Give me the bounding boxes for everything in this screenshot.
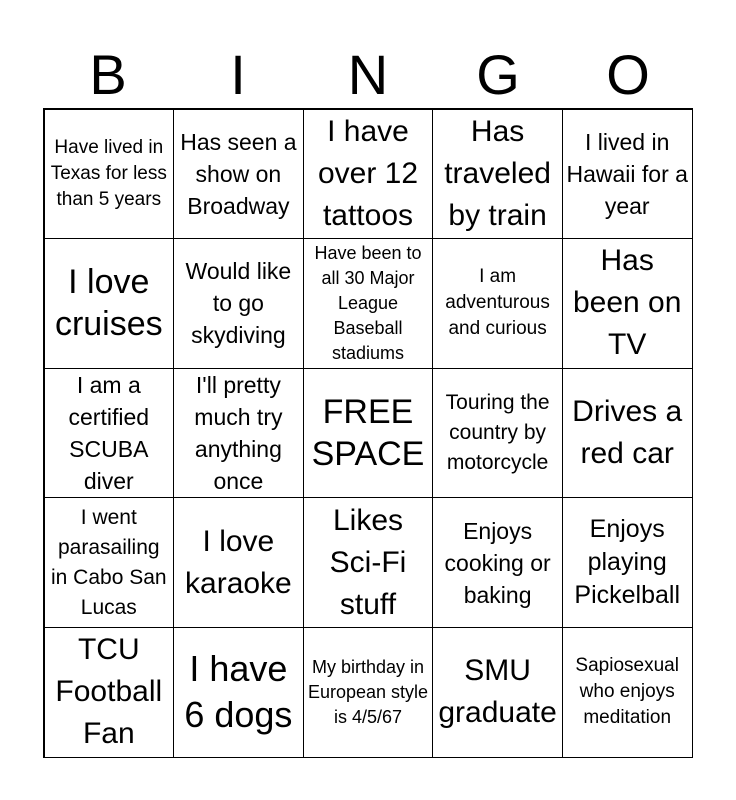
bingo-cell[interactable] bbox=[432, 627, 563, 758]
cell-text: Likes Sci-Fi stuff bbox=[329, 503, 407, 621]
cell-text: I have over 12 tattoos bbox=[317, 114, 419, 232]
bingo-cell[interactable] bbox=[303, 238, 434, 369]
bingo-cell[interactable] bbox=[562, 109, 693, 240]
cell-text: Sapiosexual who enjoys meditation bbox=[575, 655, 679, 729]
bingo-cell[interactable] bbox=[44, 497, 175, 628]
bingo-card-grid bbox=[43, 108, 693, 758]
cell-text: I am adventurous and curious bbox=[445, 266, 550, 340]
header-letter-b: B bbox=[89, 43, 127, 106]
bingo-cell[interactable] bbox=[432, 238, 563, 369]
cell-text: I'll pretty much try anything once bbox=[194, 372, 283, 494]
cell-text: Have lived in Texas for less than 5 years bbox=[50, 136, 167, 210]
bingo-cell[interactable] bbox=[303, 497, 434, 628]
cell-text: Enjoys playing Pickelball bbox=[574, 515, 680, 610]
cell-text: Has seen a show on Broadway bbox=[180, 128, 297, 219]
bingo-cell[interactable] bbox=[173, 238, 304, 369]
cell-text: Touring the country by motorcycle bbox=[445, 390, 550, 474]
header-letter-i: I bbox=[230, 43, 246, 106]
cell-text: I went parasailing in Cabo San Lucas bbox=[51, 505, 167, 619]
cell-text: I love cruises bbox=[54, 263, 163, 344]
cell-text: Has traveled by train bbox=[444, 114, 551, 232]
bingo-cell[interactable] bbox=[562, 497, 693, 628]
header-letter-n: N bbox=[347, 43, 389, 106]
cell-text: My birthday in European style is 4/5/67 bbox=[307, 656, 429, 727]
cell-text: Would like to go skydiving bbox=[185, 258, 292, 349]
bingo-cell[interactable] bbox=[303, 109, 434, 240]
bingo-cell[interactable] bbox=[173, 109, 304, 240]
cell-text: I love karaoke bbox=[185, 524, 292, 600]
cell-text: I have 6 dogs bbox=[184, 648, 293, 736]
cell-text: Has been on TV bbox=[572, 244, 682, 362]
bingo-cell[interactable] bbox=[173, 368, 304, 499]
header-letter-g: G bbox=[476, 43, 520, 106]
cell-text: SMU graduate bbox=[438, 654, 557, 730]
bingo-cell[interactable] bbox=[562, 627, 693, 758]
bingo-cell[interactable] bbox=[44, 109, 175, 240]
bingo-cell[interactable] bbox=[173, 497, 304, 628]
cell-text: Have been to all 30 Major League Baseball stadiums bbox=[314, 242, 422, 363]
bingo-cell[interactable] bbox=[303, 627, 434, 758]
cell-text: I lived in Hawaii for a year bbox=[566, 128, 688, 219]
bingo-cell[interactable] bbox=[432, 109, 563, 240]
cell-text: Drives a red car bbox=[572, 394, 683, 470]
header-letter-o: O bbox=[606, 43, 650, 106]
cell-text: Enjoys cooking or baking bbox=[444, 517, 551, 608]
bingo-cell[interactable] bbox=[562, 238, 693, 369]
bingo-cell[interactable] bbox=[44, 238, 175, 369]
cell-text: I am a certified SCUBA diver bbox=[68, 372, 150, 494]
bingo-header bbox=[43, 42, 693, 108]
cell-text: TCU Football Fan bbox=[55, 633, 163, 751]
bingo-cell[interactable] bbox=[432, 368, 563, 499]
bingo-cell[interactable] bbox=[562, 368, 693, 499]
bingo-cell[interactable] bbox=[44, 368, 175, 499]
bingo-cell[interactable] bbox=[432, 497, 563, 628]
free-space-cell[interactable] bbox=[303, 368, 434, 499]
bingo-cell[interactable] bbox=[173, 627, 304, 758]
bingo-cell[interactable] bbox=[44, 627, 175, 758]
cell-text: FREE SPACE bbox=[311, 392, 425, 473]
